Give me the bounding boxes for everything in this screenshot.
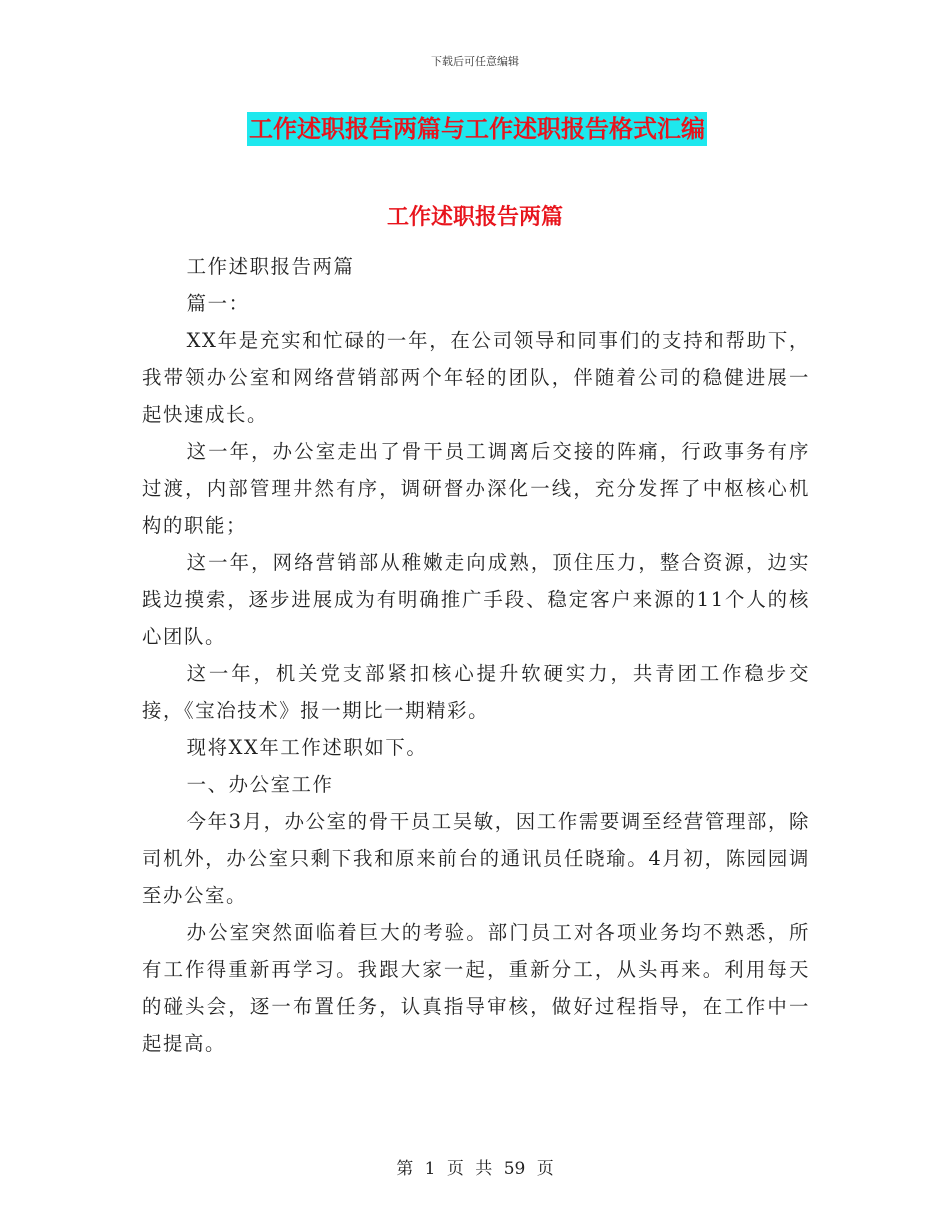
paragraph: 篇一： (186, 292, 250, 315)
document-body (142, 248, 810, 1062)
document-main-title: 工作述职报告两篇与工作述职报告格式汇编 (247, 112, 707, 146)
paragraph: XX年是充实和忙碌的一年，在公司领导和同事们的支持和帮助下，我带领办公室和网络营销部两个年轻的团队，伴随着公司的稳健进展一起快速成长。 (142, 329, 810, 426)
paragraph: 办公室突然面临着巨大的考验。部门员工对各项业务均不熟悉，所有工作得重新再学习。我跟大家一起，重新分工，从头再来。利用每天的碰头会，逐一布置任务，认真指导审核，做好过程指导，在工作中一起提高。 (142, 921, 810, 1055)
paragraph: 这一年，机关党支部紧扣核心提升软硬实力，共青团工作稳步交接，《宝冶技术》报一期比一期精彩。 (142, 662, 810, 722)
page-header-note: 下载后可任意编辑 (431, 55, 519, 68)
section-title: 工作述职报告两篇 (386, 205, 563, 230)
paragraph: 这一年，网络营销部从稚嫩走向成熟，顶住压力，整合资源，边实践边摸索，逐步进展成为有明确推广手段、稳定客户来源的11个人的核心团队。 (142, 551, 810, 648)
paragraph: 今年3月，办公室的骨干员工吴敏，因工作需要调至经营管理部，除司机外，办公室只剩下我和原来前台的通讯员任晓瑜。4月初，陈园园调至办公室。 (142, 810, 810, 907)
page-footer-number: 第 1 页 共 59 页 (396, 1159, 554, 1179)
paragraph: 现将XX年工作述职如下。 (186, 736, 428, 759)
paragraph: 这一年，办公室走出了骨干员工调离后交接的阵痛，行政事务有序过渡，内部管理井然有序，调研督办深化一线，充分发挥了中枢核心机构的职能； (142, 440, 810, 537)
paragraph: 一、办公室工作 (186, 773, 334, 796)
paragraph: 工作述职报告两篇 (186, 255, 355, 278)
